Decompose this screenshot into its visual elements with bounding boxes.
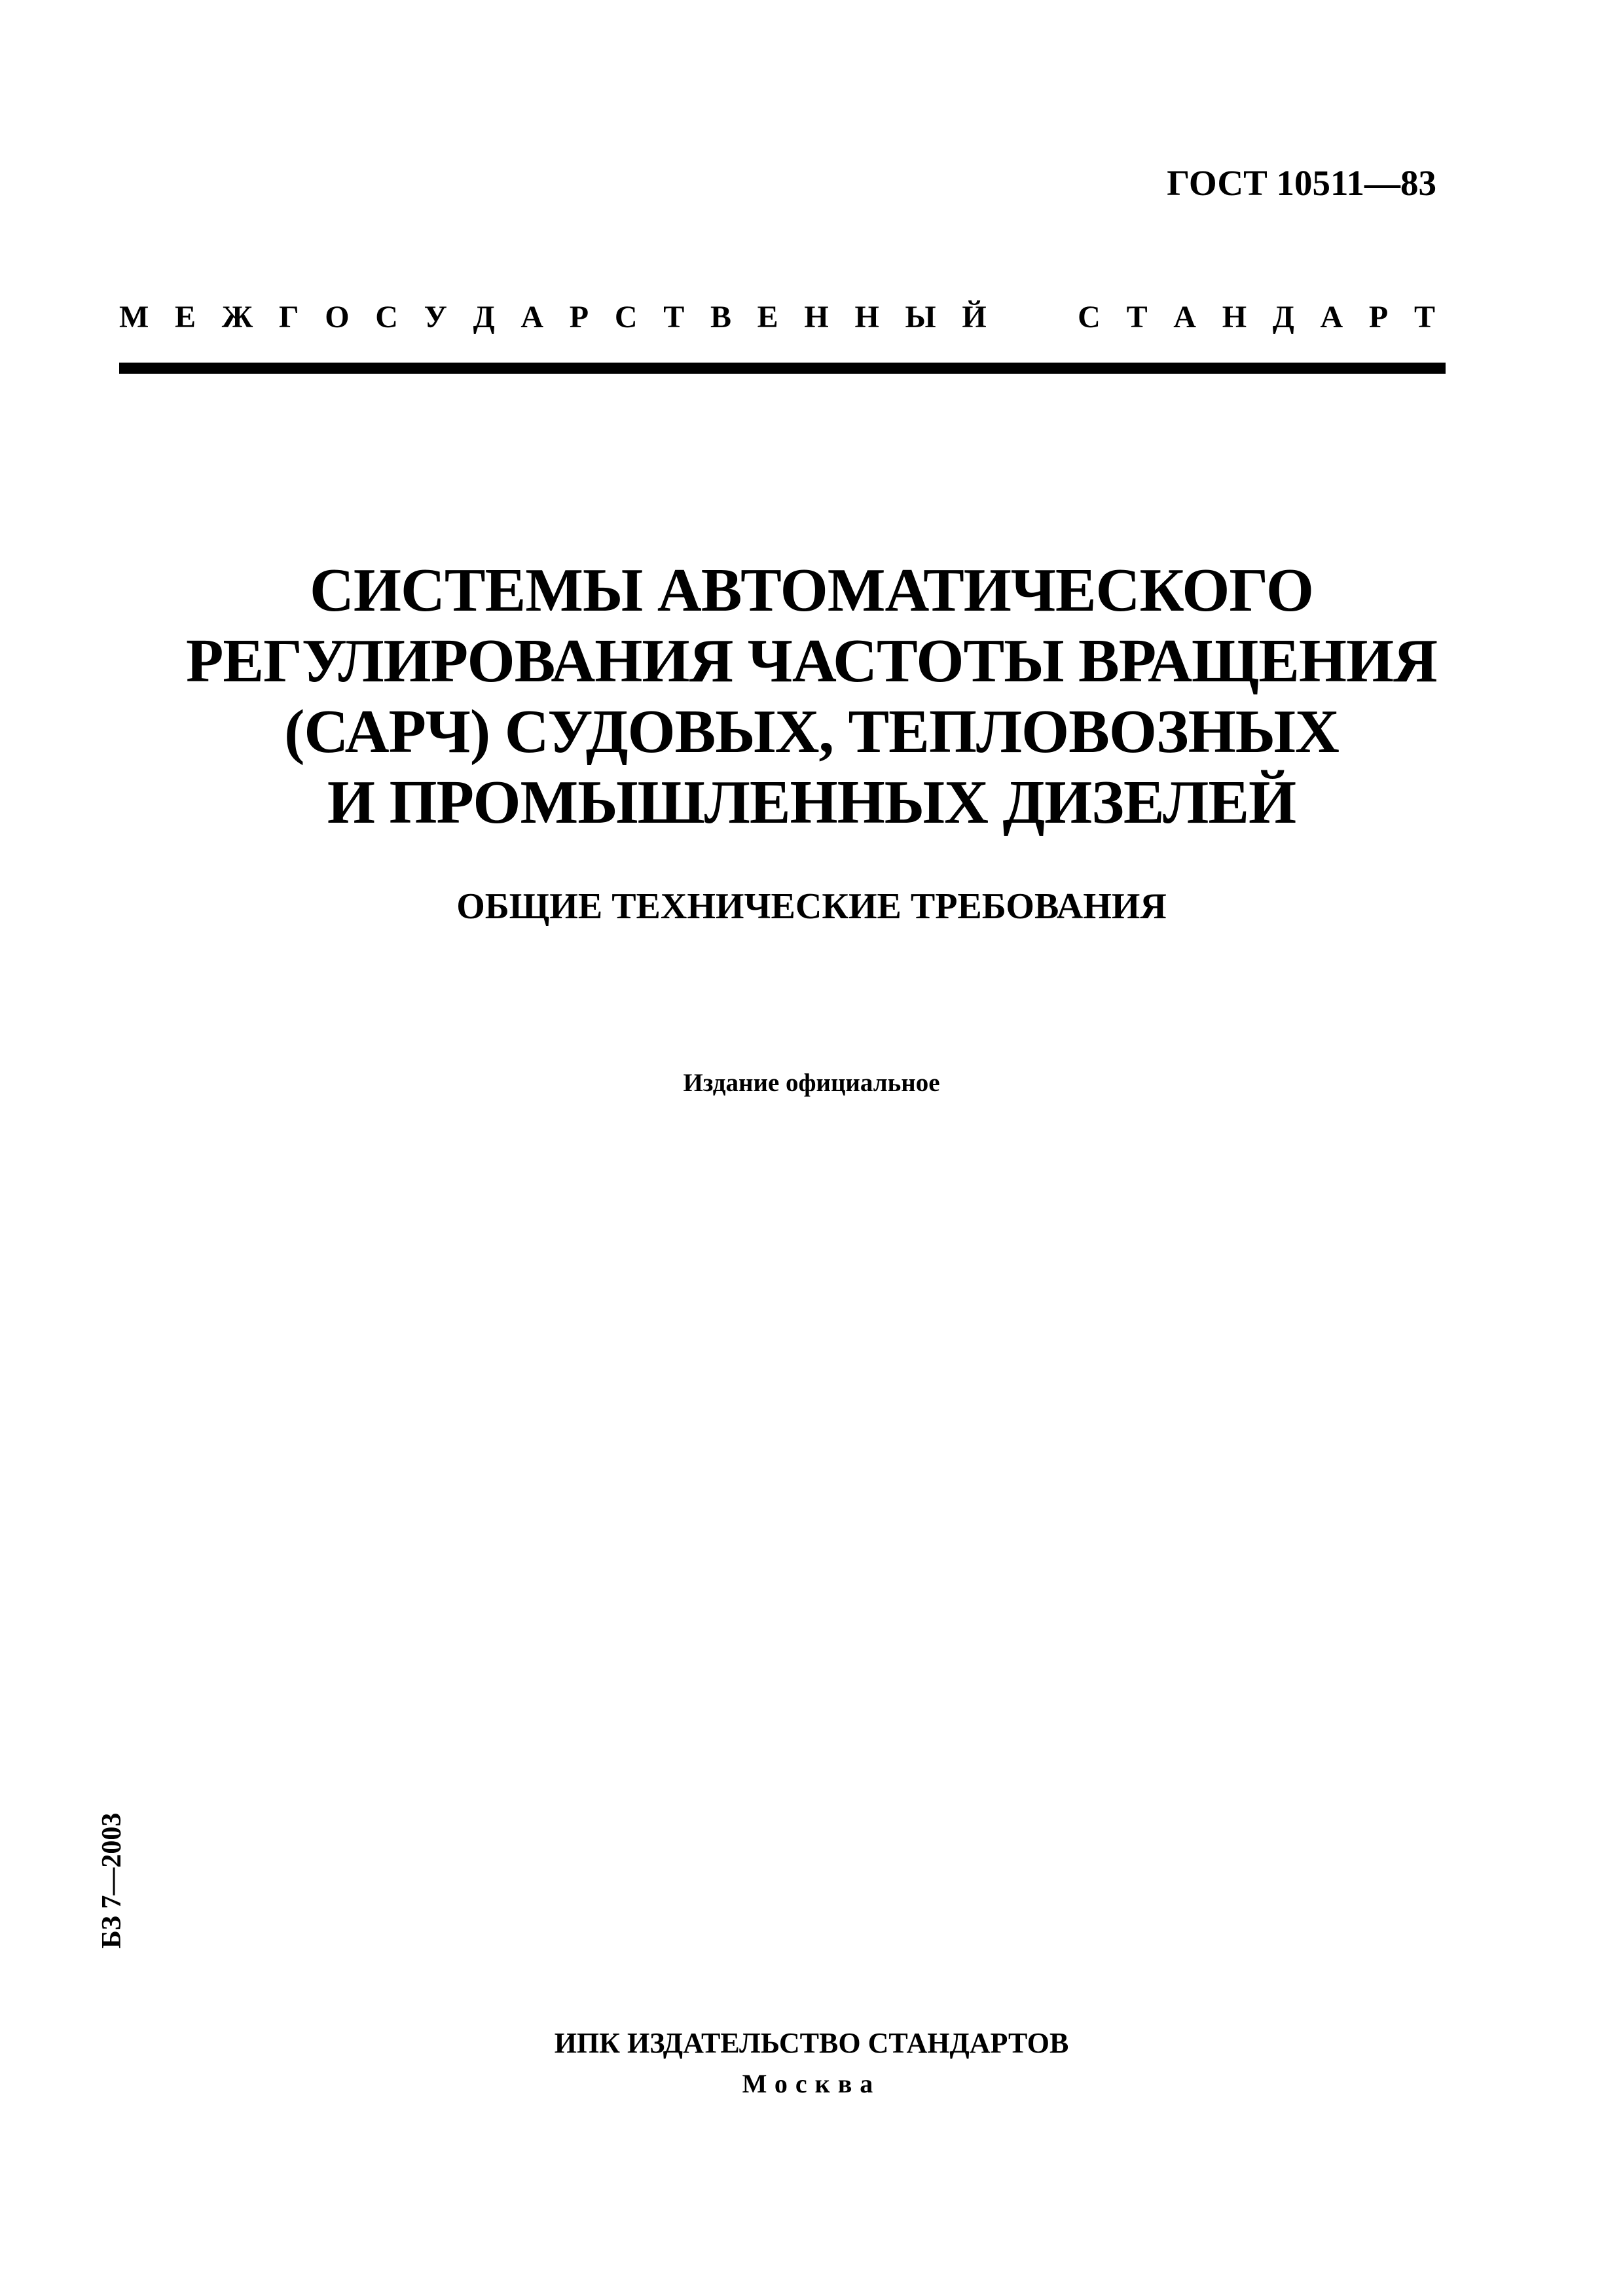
side-code-text: БЗ 7—2003	[97, 1812, 127, 1948]
publisher: ИПК ИЗДАТЕЛЬСТВО СТАНДАРТОВ	[554, 2027, 1069, 2059]
document-kind-letter: Ы	[905, 300, 936, 334]
document-kind-letter: Ж	[221, 300, 253, 334]
document-kind	[119, 299, 1435, 335]
document-subtitle: ОБЩИЕ ТЕХНИЧЕСКИЕ ТРЕБОВАНИЯ	[456, 886, 1167, 927]
document-kind-letter: В	[710, 300, 731, 334]
document-kind-letter: Т	[663, 300, 685, 334]
document-kind-letter: Е	[757, 300, 778, 334]
document-kind-letter: Г	[278, 300, 299, 334]
title-line-2: РЕГУЛИРОВАНИЯ ЧАСТОТЫ ВРАЩЕНИЯ	[185, 627, 1438, 695]
header-rule	[119, 363, 1446, 374]
standard-code: ГОСТ 10511—83	[1167, 163, 1436, 203]
document-kind-letter: С	[614, 300, 638, 334]
document-kind-letter: Д	[473, 300, 495, 334]
document-kind-letter: О	[325, 300, 350, 334]
document-kind-letter: С	[1078, 300, 1101, 334]
document-kind-letter: Е	[175, 300, 196, 334]
document-kind-letter: Т	[1413, 300, 1435, 334]
document-kind-letter: А	[520, 300, 544, 334]
document-kind-letter: У	[424, 300, 447, 334]
document-kind-letter: М	[119, 300, 149, 334]
document-title	[0, 555, 1623, 838]
edition-note: Издание официальное	[683, 1069, 940, 1097]
document-kind-letter: А	[1320, 300, 1343, 334]
title-line-1: СИСТЕМЫ АВТОМАТИЧЕСКОГО	[310, 556, 1313, 624]
title-line-4: И ПРОМЫШЛЕННЫХ ДИЗЕЛЕЙ	[327, 768, 1296, 836]
document-kind-letter: Д	[1272, 300, 1294, 334]
title-line-3: (САРЧ) СУДОВЫХ, ТЕПЛОВОЗНЫХ	[284, 698, 1339, 766]
document-kind-letter: Н	[804, 300, 829, 334]
document-kind-letter: Н	[1222, 300, 1247, 334]
document-kind-letter: С	[375, 300, 398, 334]
word-gap	[1012, 299, 1051, 335]
document-kind-letter: Й	[962, 300, 987, 334]
document-kind-letter: Р	[1368, 300, 1389, 334]
document-kind-letter: Р	[569, 300, 589, 334]
document-kind-letter: Т	[1126, 300, 1148, 334]
document-kind-letter: Н	[854, 300, 879, 334]
document-kind-letter: А	[1173, 300, 1196, 334]
publisher-city: Москва	[742, 2069, 881, 2098]
